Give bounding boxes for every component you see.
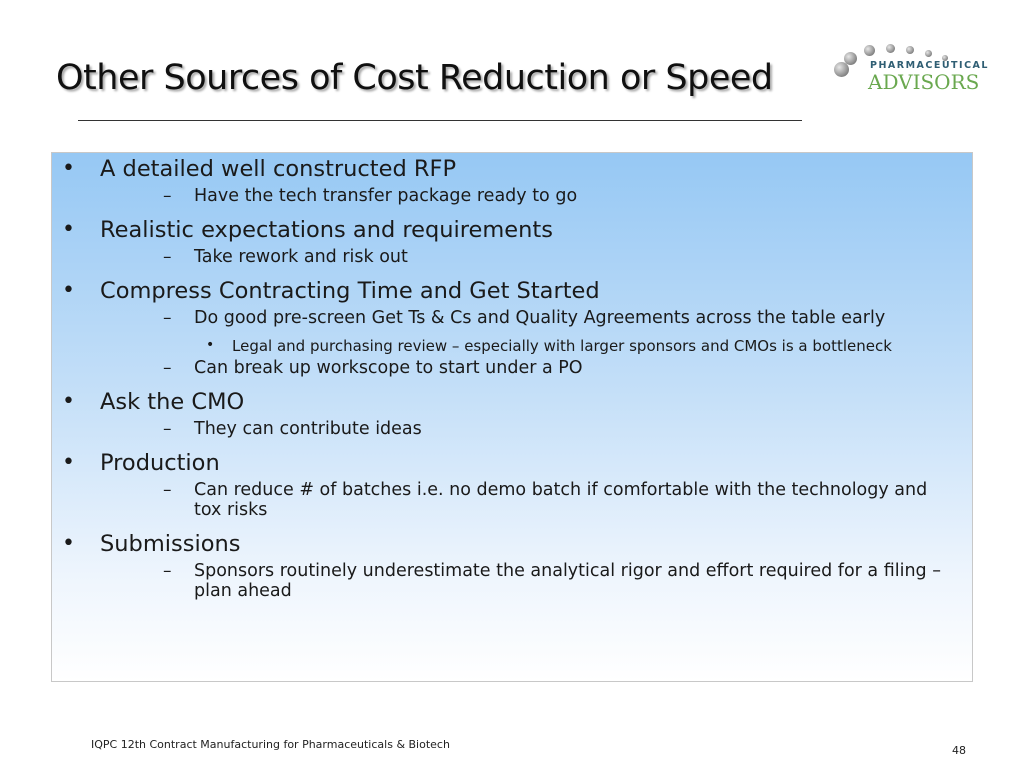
bullet-item (52, 388, 972, 439)
sub-bullet-item (100, 186, 972, 206)
bullet-list (52, 155, 972, 601)
logo-dot-icon (864, 45, 875, 56)
bullet-item (52, 216, 972, 267)
bullet-icon: • (62, 156, 75, 181)
bullet-text: A detailed well constructed RFP (100, 156, 457, 182)
dash-icon: – (163, 186, 172, 206)
bullet-icon: • (62, 278, 75, 303)
bullet-text: Realistic expectations and requirements (100, 217, 553, 243)
bullet-icon: • (62, 389, 75, 414)
bullet-icon: • (62, 450, 75, 475)
slide-title: Other Sources of Cost Reduction or Speed (56, 58, 773, 98)
bullet-icon: • (206, 337, 215, 353)
title-underline (78, 120, 802, 121)
logo-text-pharmaceutical: PHARMACEUTICAL (870, 60, 989, 71)
dash-icon: – (163, 561, 172, 581)
sub-bullet-text: Sponsors routinely underestimate the analytical rigor and effort required for a filing – plan ahead (194, 561, 941, 601)
bullet-text: Ask the CMO (100, 389, 245, 415)
bullet-item (52, 155, 972, 206)
sub-bullet-item (100, 247, 972, 267)
dash-icon: – (163, 358, 172, 378)
bullet-item (52, 277, 972, 378)
sub-bullet-text: They can contribute ideas (194, 419, 422, 439)
page-number: 48 (952, 744, 966, 757)
bullet-icon: • (62, 531, 75, 556)
bullet-text: Submissions (100, 531, 241, 557)
logo-dot-icon (925, 50, 932, 57)
logo-dot-icon (844, 52, 857, 65)
logo-dot-icon (886, 44, 895, 53)
sub-bullet-item (100, 308, 972, 328)
sub-bullet-text: Can reduce # of batches i.e. no demo batch if comfortable with the technology and tox risks (194, 480, 928, 520)
company-logo (830, 40, 989, 100)
sub-bullet-item (100, 561, 972, 601)
sub-bullet-text: Can break up workscope to start under a PO (194, 358, 583, 378)
sub-bullet-text: Take rework and risk out (194, 247, 408, 267)
sub-bullet-item (100, 358, 972, 378)
sub-sub-bullet-item (100, 336, 972, 355)
sub-bullet-item (100, 480, 972, 520)
logo-dot-icon (906, 46, 914, 54)
bullet-item (52, 449, 972, 520)
footer-event-name: IQPC 12th Contract Manufacturing for Pharmaceuticals & Biotech (91, 738, 450, 751)
dash-icon: – (163, 247, 172, 267)
sub-bullet-text: Do good pre-screen Get Ts & Cs and Quality Agreements across the table early (194, 308, 886, 328)
sub-bullet-text: Have the tech transfer package ready to go (194, 186, 578, 206)
dash-icon: – (163, 419, 172, 439)
sub-bullet-item (100, 419, 972, 439)
content-box (51, 152, 973, 682)
bullet-item (52, 530, 972, 601)
bullet-text: Compress Contracting Time and Get Started (100, 278, 600, 304)
dash-icon: – (163, 480, 172, 500)
sub-sub-bullet-text: Legal and purchasing review – especially with larger sponsors and CMOs is a bottleneck (232, 337, 892, 355)
bullet-text: Production (100, 450, 220, 476)
logo-text-advisors: ADVISORS (868, 70, 980, 94)
bullet-icon: • (62, 217, 75, 242)
dash-icon: – (163, 308, 172, 328)
